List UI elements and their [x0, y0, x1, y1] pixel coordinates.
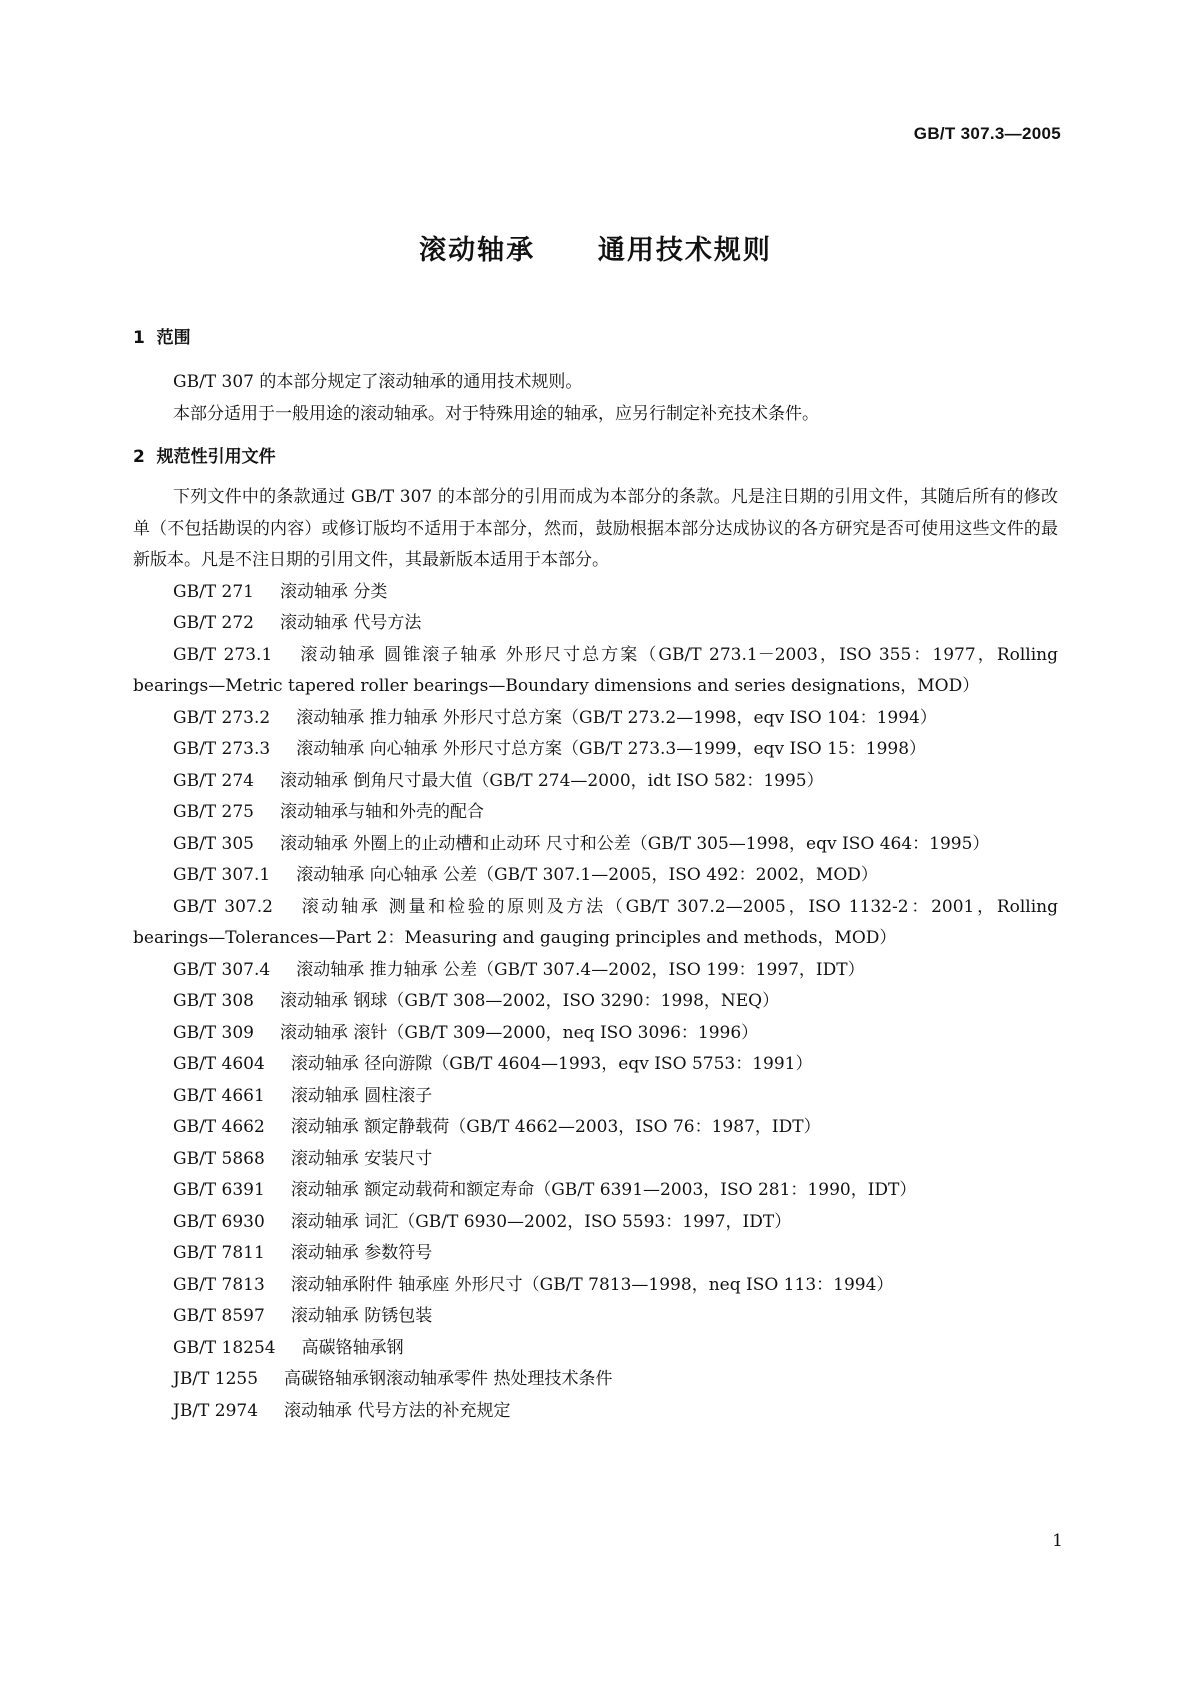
reference-item [133, 1333, 1058, 1365]
reference-code: GB/T 18254 [173, 1337, 276, 1358]
reference-title: 滚动轴承与轴和外壳的配合 [280, 802, 484, 822]
reference-code: GB/T 271 [173, 581, 254, 602]
document-body [133, 325, 1058, 1427]
reference-item [133, 1238, 1058, 1270]
reference-title: 滚动轴承 推力轴承 外形尺寸总方案（GB/T 273.2—1998，eqv ISO 104：1994） [296, 707, 937, 728]
reference-code: GB/T 4661 [173, 1085, 265, 1106]
reference-title: 滚动轴承附件 轴承座 外形尺寸（GB/T 7813—1998，neq ISO 113：1994） [290, 1274, 894, 1295]
reference-item [133, 766, 1058, 798]
reference-title: 滚动轴承 推力轴承 公差（GB/T 307.4—2002，ISO 199：1997，IDT） [296, 959, 865, 980]
reference-item [133, 955, 1058, 987]
reference-code: GB/T 307.2 [173, 896, 273, 917]
section-normative-references [133, 444, 1058, 1427]
reference-code: GB/T 307.4 [173, 959, 271, 980]
reference-item [133, 1270, 1058, 1302]
reference-code: GB/T 273.2 [173, 707, 271, 728]
reference-code: JB/T 1255 [173, 1369, 259, 1389]
reference-item [133, 1207, 1058, 1239]
reference-title: 滚动轴承 额定静载荷（GB/T 4662—2003，ISO 76：1987，IDT） [290, 1117, 821, 1137]
reference-code: GB/T 307.1 [173, 865, 271, 885]
reference-title: 滚动轴承 安装尺寸 [290, 1148, 433, 1169]
reference-title: 滚动轴承 径向游隙（GB/T 4604—1993，eqv ISO 5753：1991） [290, 1054, 813, 1074]
reference-item [133, 1144, 1058, 1176]
reference-item [133, 797, 1058, 829]
reference-code: GB/T 275 [173, 802, 254, 822]
section-heading: 1 范围 [133, 328, 191, 348]
reference-title: 高碳铬轴承钢 [301, 1337, 404, 1358]
reference-title: 滚动轴承 圆柱滚子 [290, 1085, 433, 1106]
section-scope [133, 325, 1058, 430]
reference-item [133, 703, 1058, 735]
reference-item [133, 734, 1058, 766]
reference-item [133, 1175, 1058, 1207]
reference-code: GB/T 308 [173, 991, 254, 1011]
reference-title: 滚动轴承 词汇（GB/T 6930—2002，ISO 5593：1997，IDT） [290, 1211, 792, 1232]
reference-title: 高碳铬轴承钢滚动轴承零件 热处理技术条件 [284, 1369, 613, 1389]
reference-code: GB/T 305 [173, 833, 254, 854]
reference-code: GB/T 6391 [173, 1180, 265, 1200]
reference-title: 滚动轴承 向心轴承 外形尺寸总方案（GB/T 273.3—1999，eqv ISO 15：1998） [296, 739, 927, 759]
page-number: 1 [1052, 1531, 1063, 1551]
reference-item [133, 829, 1058, 861]
reference-item [133, 860, 1058, 892]
reference-title: 滚动轴承 防锈包装 [290, 1306, 433, 1326]
reference-title: 滚动轴承 圆锥滚子轴承 外形尺寸总方案（GB/T 273.1－2003，ISO 355：1977，Rolling bearings—Metric tapered roller bearings—Boundary dimensions and series designations，MOD） [133, 644, 1058, 696]
reference-item [133, 892, 1058, 955]
reference-code: JB/T 2974 [173, 1400, 259, 1421]
reference-title: 滚动轴承 代号方法的补充规定 [284, 1400, 511, 1421]
reference-title: 滚动轴承 测量和检验的原则及方法（GB/T 307.2—2005，ISO 1132-2：2001，Rolling bearings—Tolerances—Part 2：Measuring and gauging principles and methods，MOD） [133, 896, 1058, 948]
reference-title: 滚动轴承 额定动载荷和额定寿命（GB/T 6391—2003，ISO 281：1990，IDT） [290, 1180, 917, 1200]
reference-code: GB/T 274 [173, 770, 254, 791]
reference-title: 滚动轴承 外圈上的止动槽和止动环 尺寸和公差（GB/T 305—1998，eqv ISO 464：1995） [280, 833, 990, 854]
reference-item [133, 640, 1058, 703]
reference-title: 滚动轴承 参数符号 [290, 1243, 433, 1263]
reference-code: GB/T 273.3 [173, 739, 271, 759]
reference-item [133, 1364, 1058, 1396]
reference-code: GB/T 272 [173, 613, 254, 633]
reference-code: GB/T 6930 [173, 1211, 265, 1232]
reference-title: 滚动轴承 钢球（GB/T 308—2002，ISO 3290：1998，NEQ） [280, 991, 780, 1011]
reference-title: 滚动轴承 滚针（GB/T 309—2000，neq ISO 3096：1996） [280, 1022, 759, 1043]
reference-title: 滚动轴承 向心轴承 公差（GB/T 307.1—2005，ISO 492：2002，MOD） [296, 865, 878, 885]
reference-item [133, 986, 1058, 1018]
reference-item [133, 1396, 1058, 1428]
reference-code: GB/T 4662 [173, 1117, 265, 1137]
reference-code: GB/T 5868 [173, 1148, 265, 1169]
reference-item [133, 1049, 1058, 1081]
reference-code: GB/T 4604 [173, 1054, 265, 1074]
section-heading: 2 规范性引用文件 [133, 447, 276, 467]
reference-item [133, 1301, 1058, 1333]
reference-code: GB/T 273.1 [173, 644, 273, 665]
paragraph: 本部分适用于一般用途的滚动轴承。对于特殊用途的轴承，应另行制定补充技术条件。 [173, 403, 819, 424]
reference-item [133, 1081, 1058, 1113]
reference-code: GB/T 7813 [173, 1274, 265, 1295]
standard-number: GB/T 307.3—2005 [913, 124, 1061, 143]
document-title: 滚动轴承 通用技术规则 [419, 235, 772, 266]
paragraph: 下列文件中的条款通过 GB/T 307 的本部分的引用而成为本部分的条款。凡是注日期的引用文件，其随后所有的修改单（不包括勘误的内容）或修订版均不适用于本部分，然而，鼓励根据本部分达成协议的各方研究是否可使用这些文件的最新版本。凡是不注日期的引用文件，其最新版本适用于本部分。 [133, 487, 1058, 570]
reference-code: GB/T 309 [173, 1022, 254, 1043]
reference-item [133, 1018, 1058, 1050]
reference-code: GB/T 8597 [173, 1306, 265, 1326]
reference-code: GB/T 7811 [173, 1243, 265, 1263]
reference-title: 滚动轴承 倒角尺寸最大值（GB/T 274—2000，idt ISO 582：1995） [280, 770, 824, 791]
reference-item [133, 1112, 1058, 1144]
reference-item [133, 608, 1058, 640]
reference-item [133, 577, 1058, 609]
reference-title: 滚动轴承 代号方法 [280, 613, 422, 633]
reference-list [133, 577, 1058, 1428]
reference-title: 滚动轴承 分类 [280, 581, 388, 602]
paragraph: GB/T 307 的本部分规定了滚动轴承的通用技术规则。 [173, 372, 583, 392]
